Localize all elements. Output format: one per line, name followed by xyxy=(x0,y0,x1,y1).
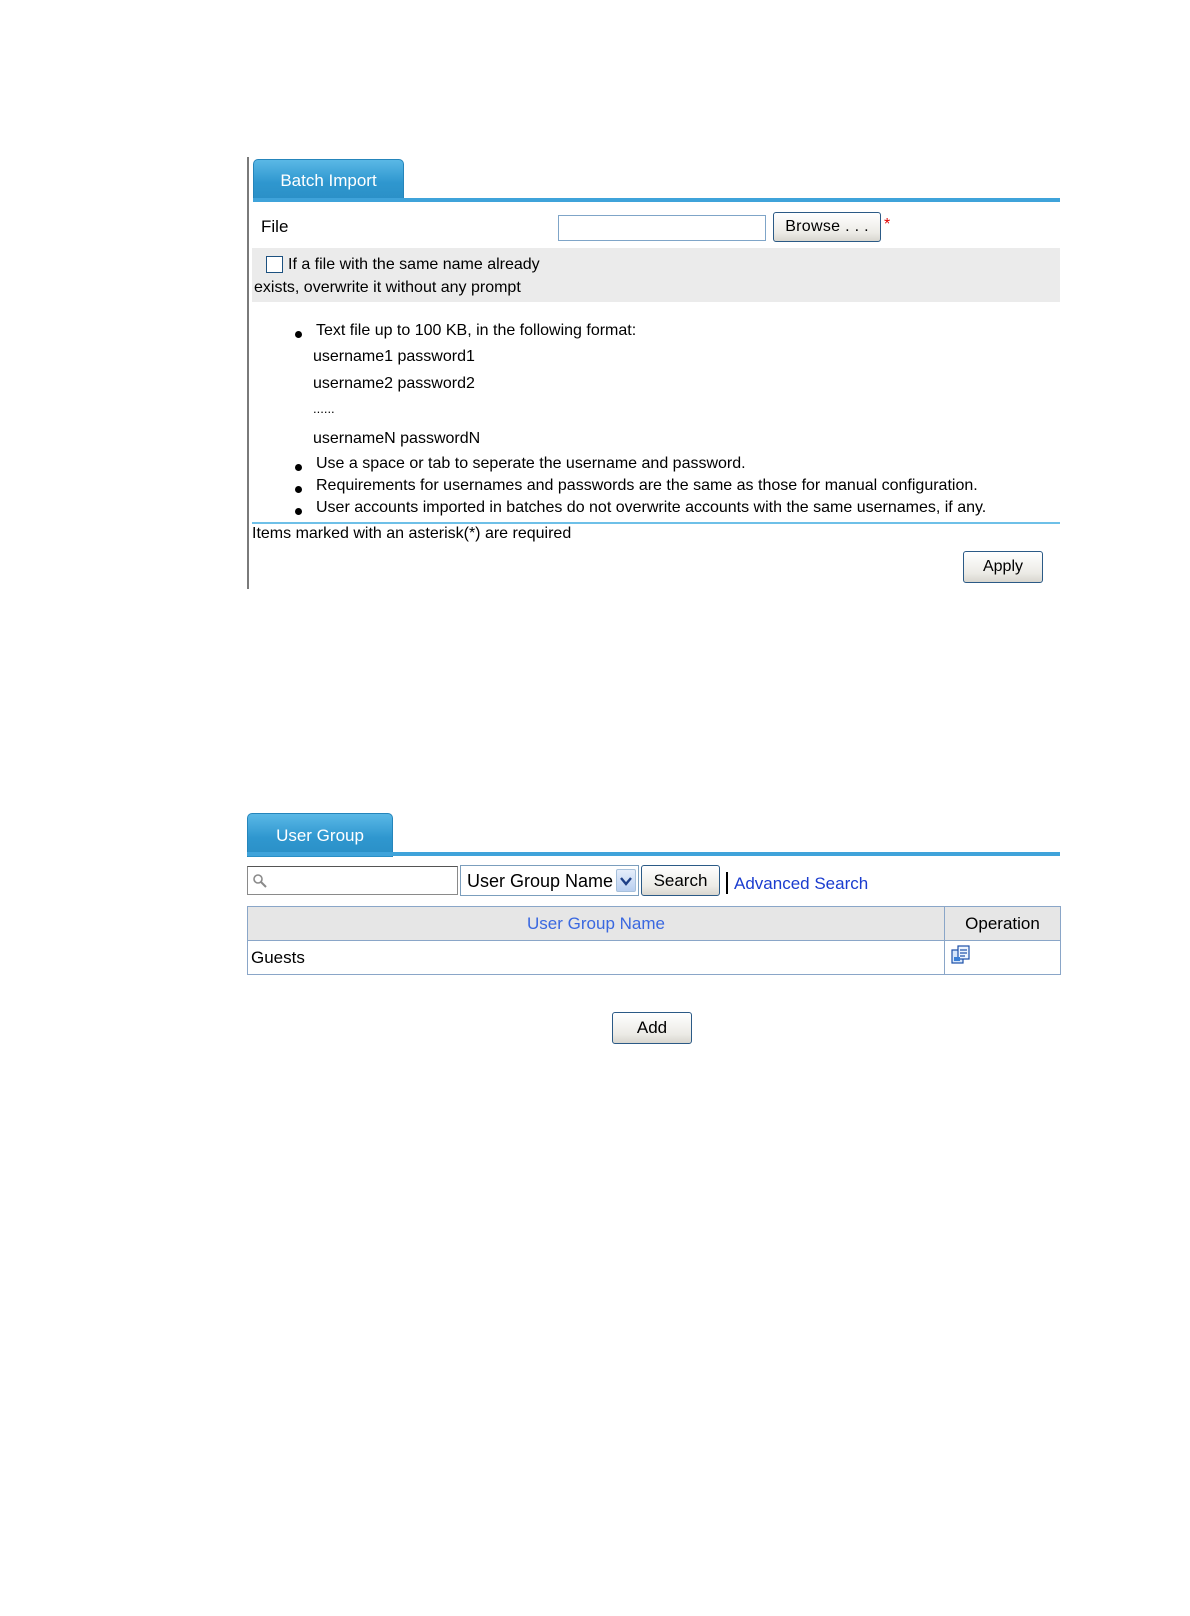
search-input[interactable] xyxy=(268,868,458,895)
batch-import-separator xyxy=(252,522,1060,524)
column-header-operation: Operation xyxy=(945,907,1061,941)
user-group-name-cell: Guests xyxy=(248,941,945,975)
overwrite-checkbox[interactable] xyxy=(266,256,283,273)
user-group-tab-underline xyxy=(247,852,1060,856)
tab-batch-import-label: Batch Import xyxy=(280,170,377,190)
format-line-ellipsis: ...... xyxy=(313,401,335,416)
tab-batch-import[interactable] xyxy=(253,159,404,201)
add-button[interactable]: Add xyxy=(612,1012,692,1044)
table-header-row xyxy=(248,907,1061,941)
format-line-2: username2 password2 xyxy=(313,375,475,392)
required-asterisk: * xyxy=(884,216,891,233)
format-line-1: username1 password1 xyxy=(313,348,475,365)
note-format: Text file up to 100 KB, in the following format: xyxy=(316,322,637,339)
chevron-down-icon[interactable] xyxy=(616,869,636,892)
advanced-search-link[interactable]: Advanced Search xyxy=(734,874,869,893)
file-label: File xyxy=(261,217,289,236)
search-box xyxy=(247,866,458,895)
column-header-user-group-name[interactable]: User Group Name xyxy=(248,907,945,941)
required-fields-note: Items marked with an asterisk(*) are required xyxy=(252,525,572,542)
operation-cell xyxy=(945,941,1061,975)
apply-button[interactable]: Apply xyxy=(963,551,1043,583)
user-group-table xyxy=(247,906,1061,975)
separator-pipe xyxy=(726,872,728,894)
format-line-n: usernameN passwordN xyxy=(313,430,481,447)
bullet-dot xyxy=(295,331,302,338)
edit-details-icon[interactable] xyxy=(950,944,972,971)
note-requirements: Requirements for usernames and passwords are the same as those for manual configuration. xyxy=(316,477,978,494)
table-row xyxy=(248,941,1061,975)
search-icon xyxy=(252,873,268,889)
search-button[interactable]: Search xyxy=(641,865,720,896)
overwrite-label-line1: If a file with the same name already xyxy=(288,256,540,273)
search-field-select[interactable] xyxy=(460,865,639,896)
tab-user-group[interactable] xyxy=(247,813,393,857)
tab-user-group-label: User Group xyxy=(276,825,364,845)
bullet-dot xyxy=(295,464,302,471)
overwrite-label-line2: exists, overwrite it without any prompt xyxy=(254,279,521,296)
batch-import-tab-underline xyxy=(253,198,1060,202)
file-path-input[interactable] xyxy=(558,215,766,241)
batch-import-left-border xyxy=(247,157,249,589)
note-separator: Use a space or tab to seperate the username and password. xyxy=(316,455,746,472)
note-no-overwrite: User accounts imported in batches do not overwrite accounts with the same usernames, if any. xyxy=(316,499,987,516)
bullet-dot xyxy=(295,486,302,493)
browse-button[interactable]: Browse . . . xyxy=(773,212,881,242)
bullet-dot xyxy=(295,508,302,515)
search-field-selected: User Group Name xyxy=(467,871,614,891)
